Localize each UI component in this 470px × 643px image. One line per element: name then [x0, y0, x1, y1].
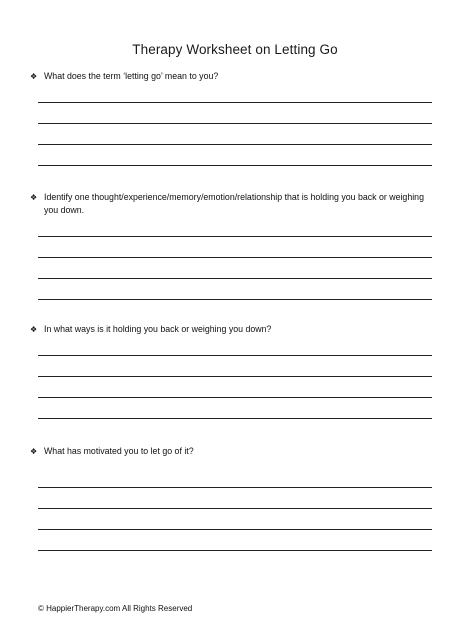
- question-1: [30, 70, 432, 166]
- diamond-bullet-icon: ❖: [30, 447, 38, 456]
- answer-lines: [38, 355, 432, 419]
- answer-line[interactable]: [38, 299, 432, 300]
- question-row: [30, 323, 432, 336]
- question-2: [30, 191, 432, 300]
- question-4: [30, 445, 432, 551]
- diamond-bullet-icon: ❖: [30, 325, 38, 334]
- answer-line[interactable]: [38, 418, 432, 419]
- answer-line[interactable]: [38, 487, 432, 488]
- answer-line[interactable]: [38, 236, 432, 237]
- answer-line[interactable]: [38, 550, 432, 551]
- copyright-footer: © HappierTherapy.com All Rights Reserved: [38, 604, 193, 613]
- answer-lines: [38, 236, 432, 300]
- answer-line[interactable]: [38, 355, 432, 356]
- answer-line[interactable]: [38, 257, 432, 258]
- answer-line[interactable]: [38, 102, 432, 103]
- answer-line[interactable]: [38, 144, 432, 145]
- question-row: [30, 70, 432, 83]
- question-row: [30, 445, 432, 458]
- diamond-bullet-icon: ❖: [30, 193, 38, 202]
- answer-line[interactable]: [38, 397, 432, 398]
- answer-line[interactable]: [38, 376, 432, 377]
- question-3: [30, 323, 432, 419]
- question-row: [30, 191, 432, 217]
- answer-line[interactable]: [38, 529, 432, 530]
- answer-line[interactable]: [38, 278, 432, 279]
- answer-lines: [38, 487, 432, 551]
- diamond-bullet-icon: ❖: [30, 72, 38, 81]
- page-title: Therapy Worksheet on Letting Go: [132, 42, 338, 57]
- question-text: Identify one thought/experience/memory/emotion/relationship that is holding you back or weighing you down.: [44, 192, 424, 215]
- answer-lines: [38, 102, 432, 166]
- question-text: In what ways is it holding you back or weighing you down?: [44, 324, 272, 334]
- answer-line[interactable]: [38, 508, 432, 509]
- answer-line[interactable]: [38, 165, 432, 166]
- answer-line[interactable]: [38, 123, 432, 124]
- question-text: What does the term ‘letting go’ mean to you?: [44, 71, 219, 81]
- question-text: What has motivated you to let go of it?: [44, 446, 194, 456]
